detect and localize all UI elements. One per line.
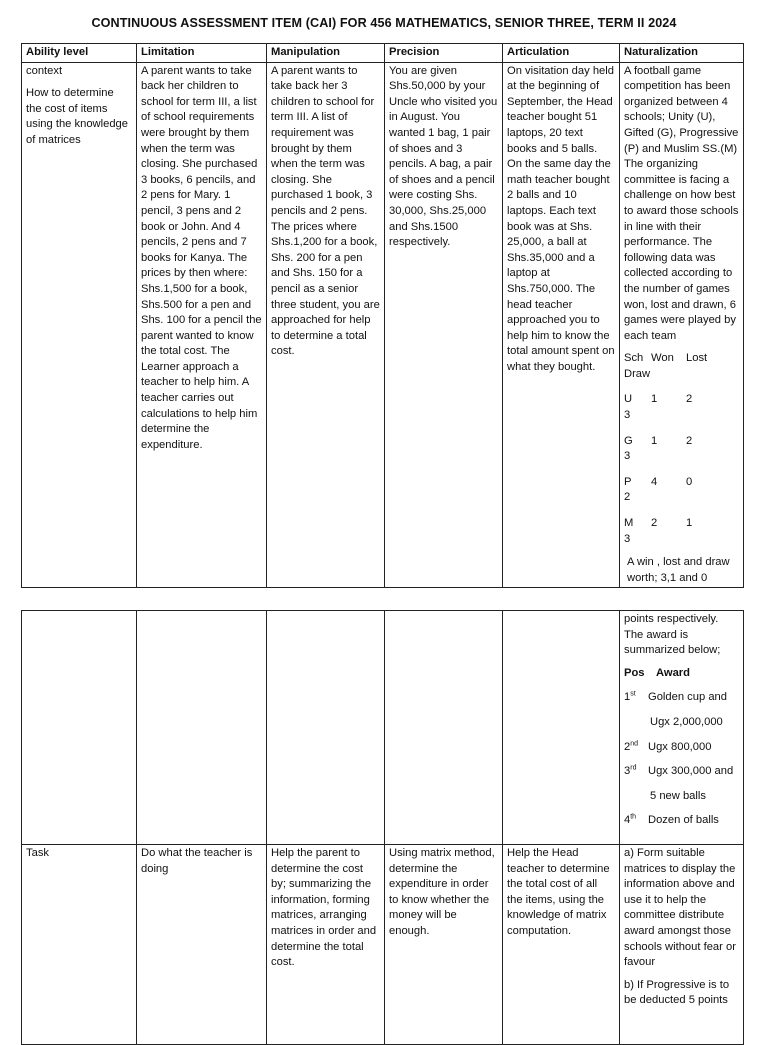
award-row <box>624 764 739 780</box>
continuation-empty-cell <box>137 611 267 845</box>
award-position-number: 1 <box>624 691 631 704</box>
award-position-suffix: st <box>630 690 636 698</box>
results-header <box>624 351 739 382</box>
task-manipulation: Help the parent to determine the cost by; summarizing the information, forming matrices, arranging matrices in order and determine the total cost. <box>267 845 385 1045</box>
context-manipulation: A parent wants to take back her 3 children to school for term III. A list of requirement was brought by them when the term was closing. She purchased 1 book, 3 pencils and 2 pens. The prices where Shs.1,200 for a book, Shs. 200 for a pen and Shs. 150 for a pencil as a senior three student, you are approached for help to determine a total cost. <box>267 62 385 588</box>
results-school: M <box>624 517 634 530</box>
context-label: context <box>26 64 63 77</box>
header-manipulation: Manipulation <box>267 44 385 63</box>
award-line: Ugx 800,000 <box>648 740 712 753</box>
results-won: 1 <box>651 393 658 406</box>
results-draw: 3 <box>624 532 631 545</box>
award-row <box>624 813 739 829</box>
points-note: A win , lost and draw worth; 3,1 and 0 <box>627 556 730 584</box>
task-part-b: b) If Progressive is to be deducted 5 points <box>624 978 730 1007</box>
assessment-table-continued <box>21 610 744 1045</box>
naturalization-intro: A football game competition has been organized between 4 schools; Unity (U), Gifted (G), Progressive (P) and Muslim SS.(M) The organizing committee is facing a challenge on how best to award those schools in line with their performance. The following data was collected according to the number of games won, lost and drawn, 6 games were played by each team <box>624 64 739 342</box>
results-header-won: Won <box>651 352 674 365</box>
page-title: CONTINUOUS ASSESSMENT ITEM (CAI) FOR 456 MATHEMATICS, SENIOR THREE, TERM II 2024 <box>91 16 677 30</box>
award-line: Dozen of balls <box>648 814 719 827</box>
results-row <box>624 434 739 465</box>
results-lost: 1 <box>686 517 693 530</box>
continuation-naturalization <box>620 611 744 845</box>
award-position-number: 3 <box>624 765 631 778</box>
task-precision: Using matrix method, determine the expenditure in order to know whether the money will be enough. <box>385 845 503 1045</box>
context-naturalization <box>620 62 744 588</box>
task-part-a: a) Form suitable matrices to display the information above and use it to help the committee distribute award amongst those schools without fear or favour <box>624 847 736 969</box>
continuation-empty-cell <box>22 611 137 845</box>
results-school: G <box>624 434 633 447</box>
assessment-table <box>21 43 744 588</box>
results-won: 1 <box>651 434 658 447</box>
header-ability-level: Ability level <box>22 44 137 63</box>
award-position-number: 2 <box>624 740 631 753</box>
points-note-continued: points respectively. The award is summarized below; <box>624 613 721 657</box>
award-header <box>624 666 739 682</box>
results-lost: 0 <box>686 475 693 488</box>
results-won: 2 <box>651 517 658 530</box>
results-school: P <box>624 475 632 488</box>
results-draw: 2 <box>624 491 631 504</box>
results-lost: 2 <box>686 393 693 406</box>
award-position-suffix: th <box>630 813 637 821</box>
continuation-empty-cell <box>503 611 620 845</box>
award-position <box>624 690 648 706</box>
context-limitation: A parent wants to take back her children to school for term III, a list of school requirements were brought by them when the term was closing. She purchased 3 books, 6 pencils, and 2 pens for Mary. 1 pencil, 3 pens and 2 book or John. And 4 pencils, 2 pens and 7 books for Kanya. The prices by then where: Shs.1,500 for a book, Shs.500 for a pen and Shs. 100 for a pencil the parent wanted to know the total cost. The Learner approach a teacher to help him. A teacher carries out calculations to help him determine the expenditure. <box>137 62 267 588</box>
results-row <box>624 392 739 423</box>
context-precision: You are given Shs.50,000 by your Uncle who visited you in August. You wanted 1 bag, 1 pair of shoes and 3 pencils. A bag, a pair of shoes and a pencil were costing Shs. 30,000, Shs.25,000 and Shs.1500 respectively. <box>385 62 503 588</box>
award-header-pos: Pos <box>624 666 645 679</box>
continuation-empty-cell <box>385 611 503 845</box>
header-precision: Precision <box>385 44 503 63</box>
continuation-empty-cell <box>267 611 385 845</box>
context-row <box>22 62 744 588</box>
results-draw: 3 <box>624 409 631 422</box>
results-header-draw: Draw <box>624 367 651 380</box>
award-position <box>624 764 648 780</box>
results-draw: 3 <box>624 450 631 463</box>
task-articulation: Help the Head teacher to determine the total cost of all the items, using the knowledge of matrix computation. <box>503 845 620 1045</box>
award-position-suffix: rd <box>630 764 637 772</box>
award-position <box>624 740 648 756</box>
continuation-row <box>22 611 744 845</box>
header-naturalization: Naturalization <box>620 44 744 63</box>
task-row <box>22 845 744 1045</box>
award-line: Golden cup and <box>648 691 727 704</box>
results-lost: 2 <box>686 434 693 447</box>
award-position <box>624 813 648 829</box>
award-line: Ugx 300,000 and <box>648 765 734 778</box>
award-position-suffix: nd <box>630 739 639 747</box>
header-row <box>22 44 744 63</box>
header-articulation: Articulation <box>503 44 620 63</box>
results-row <box>624 475 739 506</box>
task-ability-cell: Task <box>22 845 137 1045</box>
results-won: 4 <box>651 475 658 488</box>
header-limitation: Limitation <box>137 44 267 63</box>
award-position-number: 4 <box>624 814 631 827</box>
results-school: U <box>624 393 633 406</box>
award-header-award: Award <box>656 666 690 679</box>
results-header-sch: Sch <box>624 352 644 365</box>
award-row <box>624 740 739 756</box>
results-row <box>624 516 739 547</box>
award-line: 5 new balls <box>650 789 706 802</box>
award-line: Ugx 2,000,000 <box>650 715 723 728</box>
context-articulation: On visitation day held at the beginning of September, the Head teacher bought 51 laptops, 20 text books and 5 balls. On the same day the math teacher bought 2 balls and 10 laptops. Each text book was at Shs. 25,000, a ball at Shs.35,000 and a laptop at Shs.750,000. The head teacher approached you to help him to know the total amount spent on what they bought. <box>503 62 620 588</box>
context-description: How to determine the cost of items using the knowledge of matrices <box>26 87 129 146</box>
task-limitation: Do what the teacher is doing <box>137 845 267 1045</box>
award-row <box>624 690 739 706</box>
context-ability-cell <box>22 62 137 588</box>
results-header-lost: Lost <box>686 352 708 365</box>
task-naturalization <box>620 845 744 1045</box>
